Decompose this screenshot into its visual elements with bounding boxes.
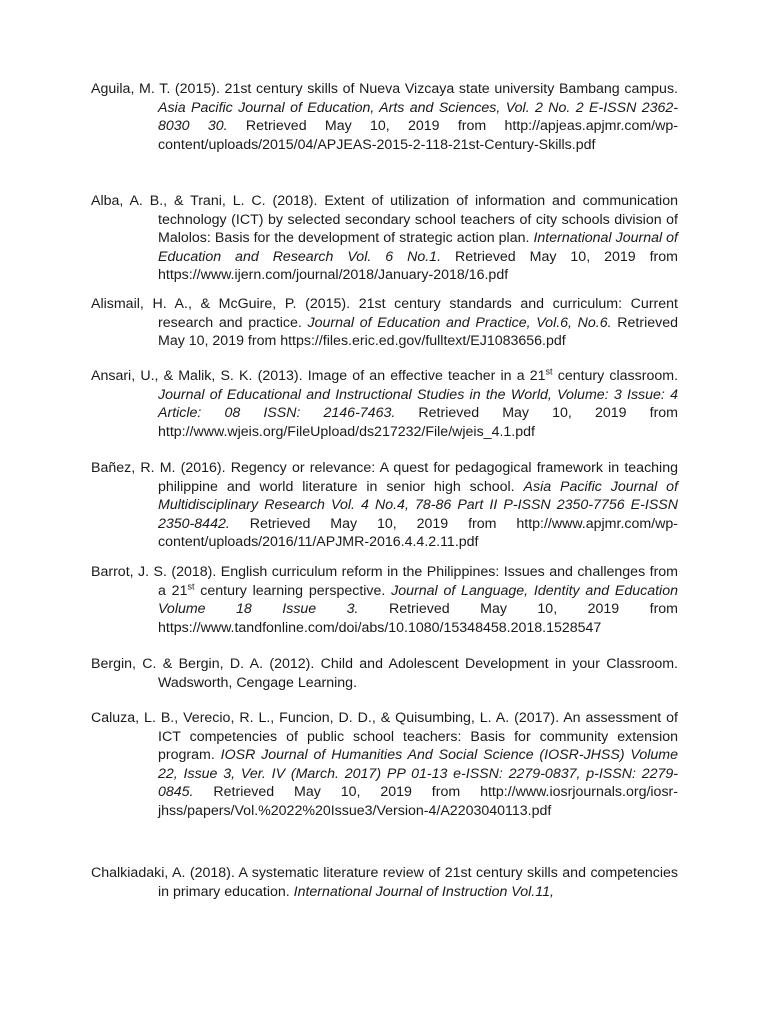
retrieval-info: Retrieved May 10, 2019 from http://www.iosrjournals.org/iosr-jhss/papers/Vol.%2022%20Issue3/Version-4/A2203040113.pdf bbox=[158, 784, 678, 819]
journal-title: International Journal of Education and Research Vol. 6 No.1. bbox=[158, 230, 678, 265]
retrieval-info: Retrieved May 10, 2019 from http://apjeas.apjmr.com/wp-content/uploads/2015/04/APJEAS-2015-2-118-21st-Century-Skills.pdf bbox=[158, 118, 678, 153]
reference-text: Barrot, J. S. (2018). English curriculum reform in the Philippines: Issues and challenges from a 21 bbox=[91, 564, 678, 599]
retrieval-info: Retrieved May 10, 2019 from http://www.apjmr.com/wp-content/uploads/2016/11/APJMR-2016.4.4.2.11.pdf bbox=[158, 515, 678, 550]
journal-title: Journal of Language, Identity and Education Volume 18 Issue 3. bbox=[158, 582, 678, 617]
reference-text: Caluza, L. B., Verecio, R. L., Funcion, D. D., & Quisumbing, L. A. (2017). An assessment of ICT competencies of public school teachers: Basis for community extension program. bbox=[91, 710, 678, 763]
reference-entry bbox=[91, 80, 678, 154]
reference-entry bbox=[91, 459, 678, 552]
journal-title: Asia Pacific Journal of Multidisciplinary Research Vol. 4 No.4, 78-86 Part II P-ISSN 2350-7756 E-ISSN 2350-8442. bbox=[158, 478, 679, 532]
journal-title: Journal of Educational and Instructional Studies in the World, Volume: 3 Issue: 4 Article: 08 ISSN: 2146-7463. bbox=[158, 386, 678, 421]
reference-entry bbox=[91, 367, 678, 441]
journal-title: IOSR Journal of Humanities And Social Science (IOSR-JHSS) Volume 22, Issue 3, Ver. IV (March. 2017) PP 01-13 e-ISSN: 2279-0837, p-ISSN: 2279-0845. bbox=[158, 747, 678, 800]
reference-text: Aguila, M. T. (2015). 21st century skills of Nueva Vizcaya state university Bambang campus. bbox=[91, 81, 678, 97]
retrieval-info: Retrieved May 10, 2019 from https://files.eric.ed.gov/fulltext/EJ1083656.pdf bbox=[158, 314, 678, 349]
reference-text: century learning perspective. bbox=[194, 582, 392, 599]
reference-text: Ansari, U., & Malik, S. K. (2013). Image of an effective teacher in a 21 bbox=[91, 368, 546, 384]
retrieval-info: Retrieved May 10, 2019 from https://www.tandfonline.com/doi/abs/10.1080/15348458.2018.1528547 bbox=[158, 601, 678, 636]
journal-title: Journal of Education and Practice, Vol.6, No.6. bbox=[307, 314, 612, 331]
superscript: st bbox=[187, 580, 195, 591]
journal-title: Asia Pacific Journal of Education, Arts and Sciences, Vol. 2 No. 2 E-ISSN 2362-8030 30. bbox=[158, 99, 678, 134]
reference-entry bbox=[91, 709, 678, 820]
reference-entry bbox=[91, 295, 678, 351]
superscript: st bbox=[545, 366, 553, 377]
reference-entry bbox=[91, 655, 678, 692]
reference-text: Chalkiadaki, A. (2018). A systematic literature review of 21st century skills and competencies in primary education. bbox=[91, 865, 678, 900]
journal-title: International Journal of Instruction Vol.11, bbox=[293, 883, 554, 900]
reference-entry bbox=[91, 563, 678, 637]
reference-text: Bergin, C. & Bergin, D. A. (2012). Child and Adolescent Development in your Classroom. Wadsworth, Cengage Learning. bbox=[91, 656, 678, 691]
retrieval-info: Retrieved May 10, 2019 from https://www.ijern.com/journal/2018/January-2018/16.pdf bbox=[158, 248, 678, 283]
reference-text: Bañez, R. M. (2016). Regency or relevance: A quest for pedagogical framework in teaching philippine and world literature in senior high school. bbox=[91, 460, 678, 495]
retrieval-info: Retrieved May 10, 2019 from http://www.wjeis.org/FileUpload/ds217232/File/wjeis_4.1.pdf bbox=[158, 405, 678, 440]
reference-entry bbox=[91, 864, 678, 901]
reference-entry bbox=[91, 192, 678, 285]
reference-text: Alba, A. B., & Trani, L. C. (2018). Extent of utilization of information and communication technology (ICT) by selected secondary school teachers of city schools division of Malolos: Basis for the development of strategic action plan. bbox=[91, 193, 678, 246]
reference-text: Alismail, H. A., & McGuire, P. (2015). 21st century standards and curriculum: Current research and practice. bbox=[91, 296, 678, 331]
reference-text: century classroom. bbox=[552, 368, 679, 384]
